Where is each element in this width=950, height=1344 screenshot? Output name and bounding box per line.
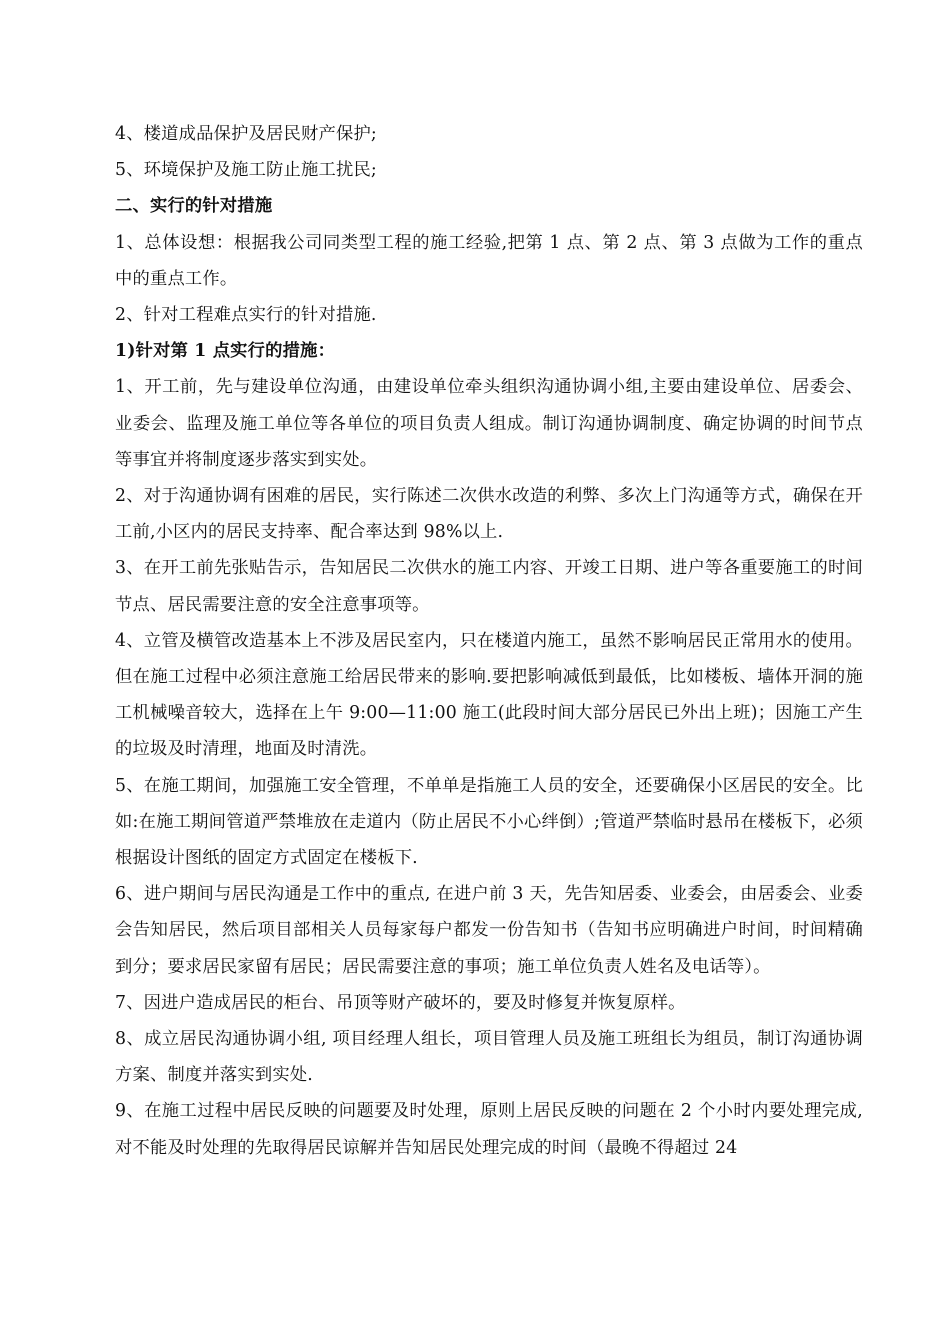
list-item-4: 4、楼道成品保护及居民财产保护; — [115, 124, 377, 144]
measure-item-8: 8、成立居民沟通协调小组, 项目经理人组长，项目管理人员及施工班组长为组员，制订沟通协调方案、制度并落实到实处. — [115, 1029, 863, 1086]
section-heading: 二、实行的针对措施 — [115, 196, 273, 217]
measure-item-6: 6、进户期间与居民沟通是工作中的重点, 在进户前 3 天，先告知居委、业委会，由居委会、业委会告知居民，然后项目部相关人员每家每户都发一份告知书（告知书应明确进户时间，时间精确到分；要求居民家留有居民；居民需要注意的事项；施工单位负责人姓名及电话等）。 — [115, 884, 863, 977]
paragraph-measures-intro: 2、针对工程难点实行的针对措施. — [115, 305, 377, 326]
measure-item-3: 3、在开工前先张贴告示，告知居民二次供水的施工内容、开竣工日期、进户等各重要施工的时间节点、居民需要注意的安全注意事项等。 — [115, 558, 863, 615]
document-body — [115, 116, 863, 1166]
list-item-5: 5、环境保护及施工防止施工扰民; — [115, 160, 377, 181]
subsection-heading: 1)针对第 1 点实行的措施： — [115, 341, 336, 362]
measure-item-7: 7、因进户造成居民的柜台、吊顶等财产破坏的，要及时修复并恢复原样。 — [115, 992, 686, 1013]
measure-item-4: 4、立管及横管改造基本上不涉及居民室内，只在楼道内施工，虽然不影响居民正常用水的使用。但在施工过程中必须注意施工给居民带来的影响.要把影响减低到最低，比如楼板、墙体开洞的施工机械噪音较大，选择在上午 9:00—11:00 施工(此段时间大部分居民已外出上班)；因施工产生的垃圾及时清理，地面及时清洗。 — [115, 630, 863, 760]
measure-item-2: 2、对于沟通协调有困难的居民，实行陈述二次供水改造的利弊、多次上门沟通等方式，确保在开工前,小区内的居民支持率、配合率达到 98%以上. — [115, 486, 863, 543]
measure-item-5: 5、在施工期间，加强施工安全管理，不单单是指施工人员的安全，还要确保小区居民的安全。比如:在施工期间管道严禁堆放在走道内（防止居民不小心绊倒）;管道严禁临时悬吊在楼板下，必须根据设计图纸的固定方式固定在楼板下. — [115, 775, 863, 869]
measure-item-9: 9、在施工过程中居民反映的问题要及时处理，原则上居民反映的问题在 2 个小时内要处理完成,对不能及时处理的先取得居民谅解并告知居民处理完成的时间（最晚不得超过 24 — [115, 1101, 863, 1158]
paragraph-overall-plan: 1、总体设想：根据我公司同类型工程的施工经验,把第 1 点、第 2 点、第 3 点做为工作的重点中的重点工作。 — [115, 232, 863, 289]
measure-item-1: 1、开工前，先与建设单位沟通，由建设单位牵头组织沟通协调小组,主要由建设单位、居委会、业委会、监理及施工单位等各单位的项目负责人组成。制订沟通协调制度、确定协调的时间节点等事宜并将制度逐步落实到实处。 — [115, 377, 863, 470]
